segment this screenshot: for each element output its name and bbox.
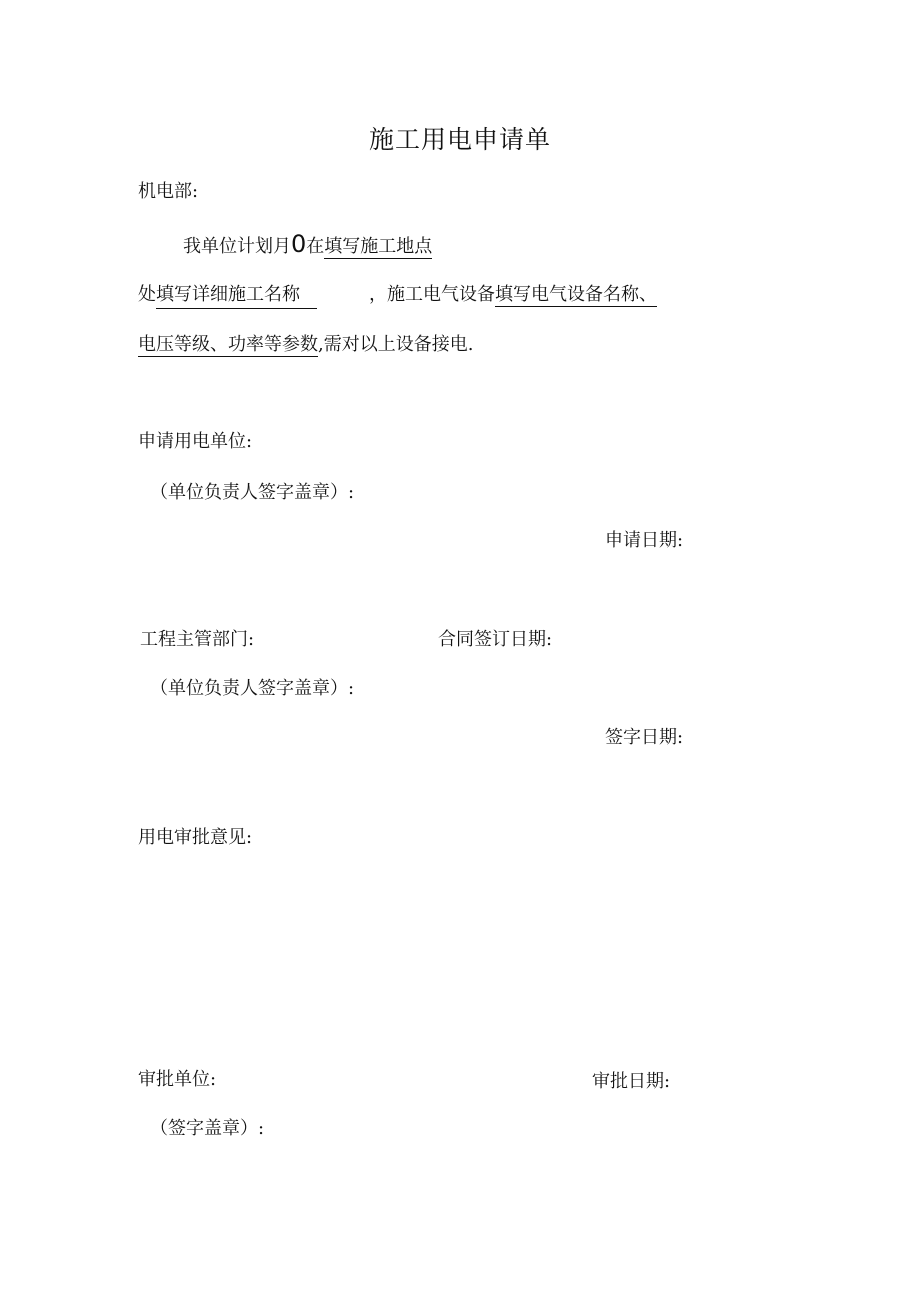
body-line-2 [138,283,657,309]
applicant-sign-label: （单位负责人签字盖章）: [150,482,355,503]
body-line-2-mid: ，施工电气设备 [369,284,495,305]
project-name-fill-field[interactable]: 填写详细施工名称 [156,283,317,309]
body-line-3 [138,333,473,357]
body-line-3-suffix: ,需对以上设备接电. [318,334,474,355]
engineering-sign-label: （单位负责人签字盖章）: [150,678,355,699]
engineering-date-label: 签字日期: [605,727,684,748]
applicant-unit-label: 申请用电单位: [138,431,253,452]
month-number: 0 [291,230,307,258]
approval-opinion-label: 用电审批意见: [138,827,253,848]
body-line-1 [183,232,432,259]
applicant-date-label: 申请日期: [605,530,684,551]
body-line-2-prefix: 处 [138,284,156,305]
body-line-1-mid: 在 [306,236,325,257]
recipient-label: 机电部: [138,181,199,202]
contract-date-label: 合同签订日期: [438,629,553,650]
approval-date-label: 审批日期: [592,1071,671,1092]
equipment-fill-field[interactable]: 填写电气设备名称、 [495,284,657,305]
location-fill-field[interactable]: 填写施工地点 [324,236,433,257]
approval-sign-label: （签字盖章）: [150,1118,265,1139]
parameters-fill-field[interactable]: 电压等级、功率等参数 [138,334,318,355]
body-line-1-prefix: 我单位计划月 [183,236,291,257]
approval-unit-label: 审批单位: [138,1069,217,1090]
engineering-dept-label: 工程主管部门: [140,629,255,650]
page-title: 施工用电申请单 [368,125,551,154]
